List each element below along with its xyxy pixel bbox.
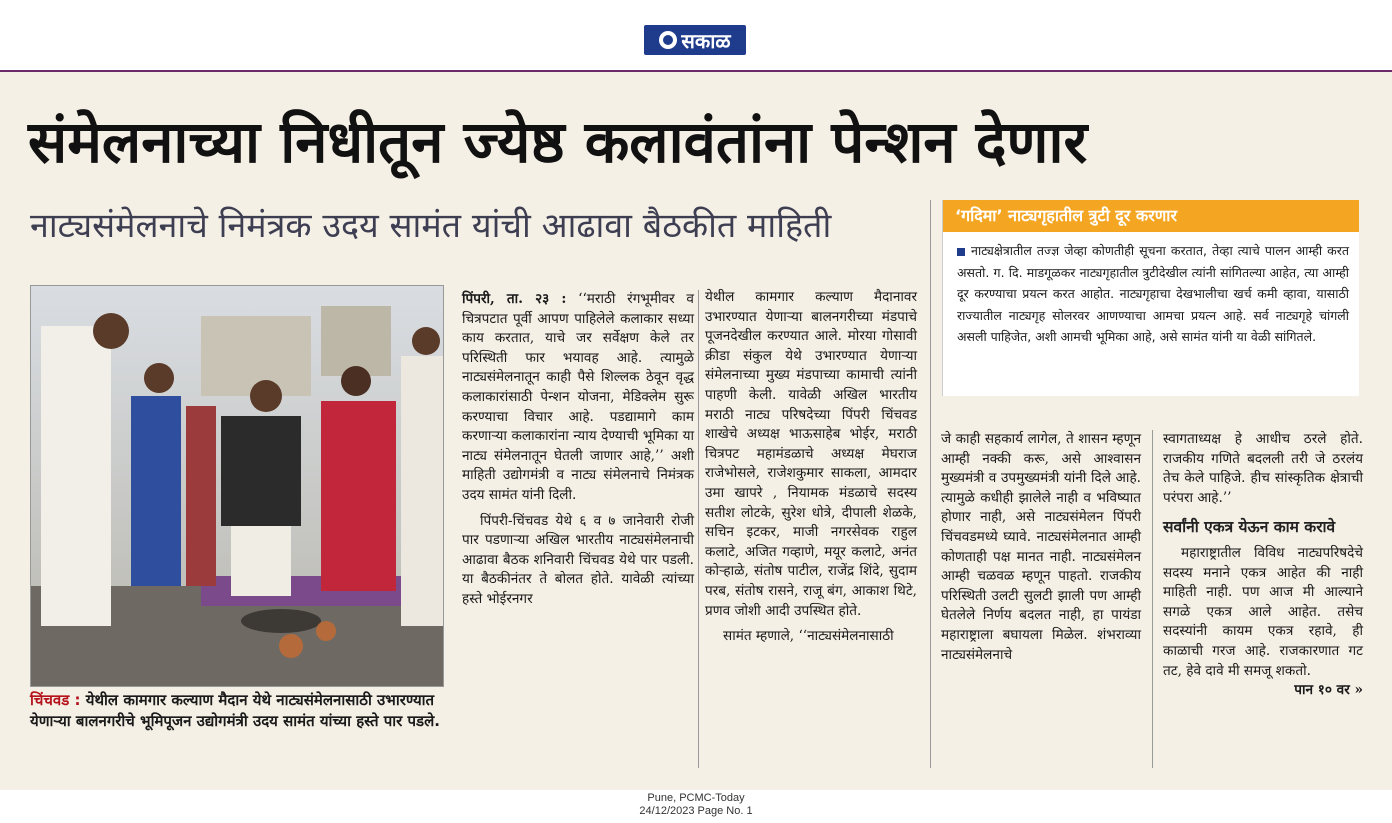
page-footer	[0, 792, 1392, 818]
column-divider	[698, 290, 699, 768]
article-paragraph: स्वागताध्यक्ष हे आधीच ठरले होते. राजकीय गणिते बदलली तरी जे ठरलंय तेच केले पाहिजे. हीच सांस्कृतिक क्षेत्राची परंपरा आहे.’’	[1163, 431, 1363, 506]
sidebar-box-body: नाट्यक्षेत्रातील तज्ज्ञ जेव्हा कोणतीही सूचना करतात, तेव्हा त्याचे पालन आम्ही करत असतो. ग. दि. माडगूळकर नाट्यगृहातील त्रुटीदेखील त्यांनी सांगितल्या आहेत, त्या आम्ही दूर करण्याचा प्रयत्न करत आहोत. नाट्यगृहाचा देखभालीचा खर्च कमी व्हावा, यासाठी राज्यातील नाट्यगृह सोलरवर आणण्याचा आमचा प्रयत्न आहे. सर्व नाट्यगृहे चांगली असली पाहिजेत, अशी आमची भूमिका आहे, असे सामंत यांनी या वेळी सांगितले.	[957, 243, 1349, 344]
article-column-3	[941, 430, 1141, 665]
inline-subheading: सर्वांनी एकत्र येऊन काम करावे	[1163, 518, 1336, 537]
footer-date-page: 24/12/2023 Page No. 1	[639, 805, 753, 817]
sidebar-box	[942, 200, 1359, 396]
article-column-1	[462, 290, 694, 610]
photo-caption	[30, 690, 450, 732]
continued-on-page: पान १० वर »	[1294, 682, 1363, 699]
article-paragraph: येथील कामगार कल्याण मैदानावर उभारण्यात येणाऱ्या बालनगरीच्या मंडपाचे पूजनदेखील करण्यात आले. मोरया गोसावी क्रीडा संकुल येथे उभारण्यात येणाऱ्या संमेलनाच्या मुख्य मंडपाच्या कामाची त्यांनी पाहणी केली. यावेळी अखिल भारतीय मराठी नाट्य परिषदेच्या पिंपरी चिंचवड शाखेचे अध्यक्ष भाऊसाहेब भोईर, मराठी चित्रपट महामंडळाचे अध्यक्ष मेघराज राजेभोसले, राजेशकुमार साकला, आमदार उमा खापरे , नियामक मंडळाचे सदस्य सतीश लोटके, सुरेश धोत्रे, दीपाली शेळके, सचिन इटकर, माजी नगरसेवक राहुल कलाटे, अजित गव्हाणे, मयूर कलाटे, अनंत कोऱ्हाळे, संतोष पाटील, राजेंद्र शिंदे, सुदाम परब, संतोष रासने, राजू बंग, आकाश थिटे, प्रणव जोशी आदी उपस्थित होते.	[705, 289, 917, 619]
caption-text: येथील कामगार कल्याण मैदान येथे नाट्यसंमेलनासाठी उभारण्यात येणाऱ्या बालनगरीचे भूमिपूजन उद्योगमंत्री उदय सामंत यांच्या हस्ते पार पडले.	[30, 691, 440, 730]
bullet-square-icon	[957, 248, 965, 256]
article-column-4	[1163, 430, 1363, 701]
news-photo	[30, 285, 444, 687]
article-column-2	[705, 288, 917, 647]
column-divider	[1152, 430, 1153, 768]
article-paragraph: सामंत म्हणाले, ‘‘नाट्यसंमेलनासाठी	[723, 628, 894, 645]
sakal-logo-icon	[659, 31, 677, 49]
article-paragraph: पिंपरी-चिंचवड येथे ६ व ७ जानेवारी रोजी पार पडणाऱ्या अखिल भारतीय नाट्यसंमेलनाची आढावा बैठक शनिवारी चिंचवड येथे पार पडली. या बैठकीनंतर ते बोलत होते. यावेळी त्यांच्या हस्ते भोईरनगर	[462, 512, 694, 607]
subheadline: नाट्यसंमेलनाचे निमंत्रक उदय सामंत यांची आढावा बैठकीत माहिती	[30, 206, 832, 246]
masthead-logo	[644, 25, 746, 55]
column-divider	[930, 200, 931, 768]
sidebar-box-title: ‘गदिमा’ नाट्यगृहातील त्रुटी दूर करणार	[943, 200, 1359, 232]
dateline: पिंपरी, ता. २३ :	[462, 291, 567, 307]
caption-place: चिंचवड :	[30, 691, 81, 709]
article-paragraph: पिंपरी, ता. २३ : ‘‘मराठी रंगभूमीवर व चित्रपटात पूर्वी आपण पाहिलेले कलाकार सध्या काय करतात, याचे जर सर्वेक्षण केले तर परिस्थिती फार भयावह आहे. त्यामुळे नाट्यसंमेलनातून काही पैसे शिल्लक ठेवून वृद्ध कलाकारांसाठी पेन्शन योजना, मेडिक्लेम सुरू करण्याचा विचार आहे. पडद्यामागे काम करणाऱ्या कलाकारांना न्याय देण्याची भूमिका या नाट्य संमेलनातून घेतली जाणार आहे,’’ अशी माहिती उद्योगमंत्री व नाट्य संमेलनाचे निमंत्रक उदय सामंत यांनी दिली.	[462, 291, 694, 503]
headline: संमेलनाच्या निधीतून ज्येष्ठ कलावंतांना पेन्शन देणार	[28, 108, 1088, 176]
article-paragraph: महाराष्ट्रातील विविध नाट्यपरिषदेचे सदस्य मनाने एकत्र आहेत की नाही माहिती नाही. पण आज मी आल्याने सगळे एकत्र आले आहेत. तसेच सदस्यांनी कायम एकत्र रहावे, ही काळाची गरज आहे. राजकारणात गट तट, हेवे दावे मी समजू शकतो.	[1163, 544, 1363, 679]
photo-ceremony-icon	[31, 286, 443, 686]
masthead-name: सकाळ	[681, 28, 731, 53]
footer-edition: Pune, PCMC-Today	[647, 792, 745, 804]
article-paragraph: जे काही सहकार्य लागेल, ते शासन म्हणून आम्ही नक्की करू, असे आश्वासन मुख्यमंत्री व उपमुख्यमंत्री यांनी दिले आहे. त्यामुळे कधीही झालेले नाही व भविष्यात होणार नाही, असे नाट्यसंमेलन पिंपरी चिंचवडमध्ये घ्यावे. नाट्यसंमेलनात आम्ही कोणताही पक्ष मानत नाही. नाट्यसंमेलन आम्ही चळवळ म्हणून पाहतो. राजकीय परिस्थिती उलटी सुलटी झाली पण आम्ही घेतलेले निर्णय बदलत नाही, हा पायंडा महाराष्ट्राला बघायला मिळेल. शंभराव्या नाट्यसंमेलनाचे	[941, 431, 1141, 663]
